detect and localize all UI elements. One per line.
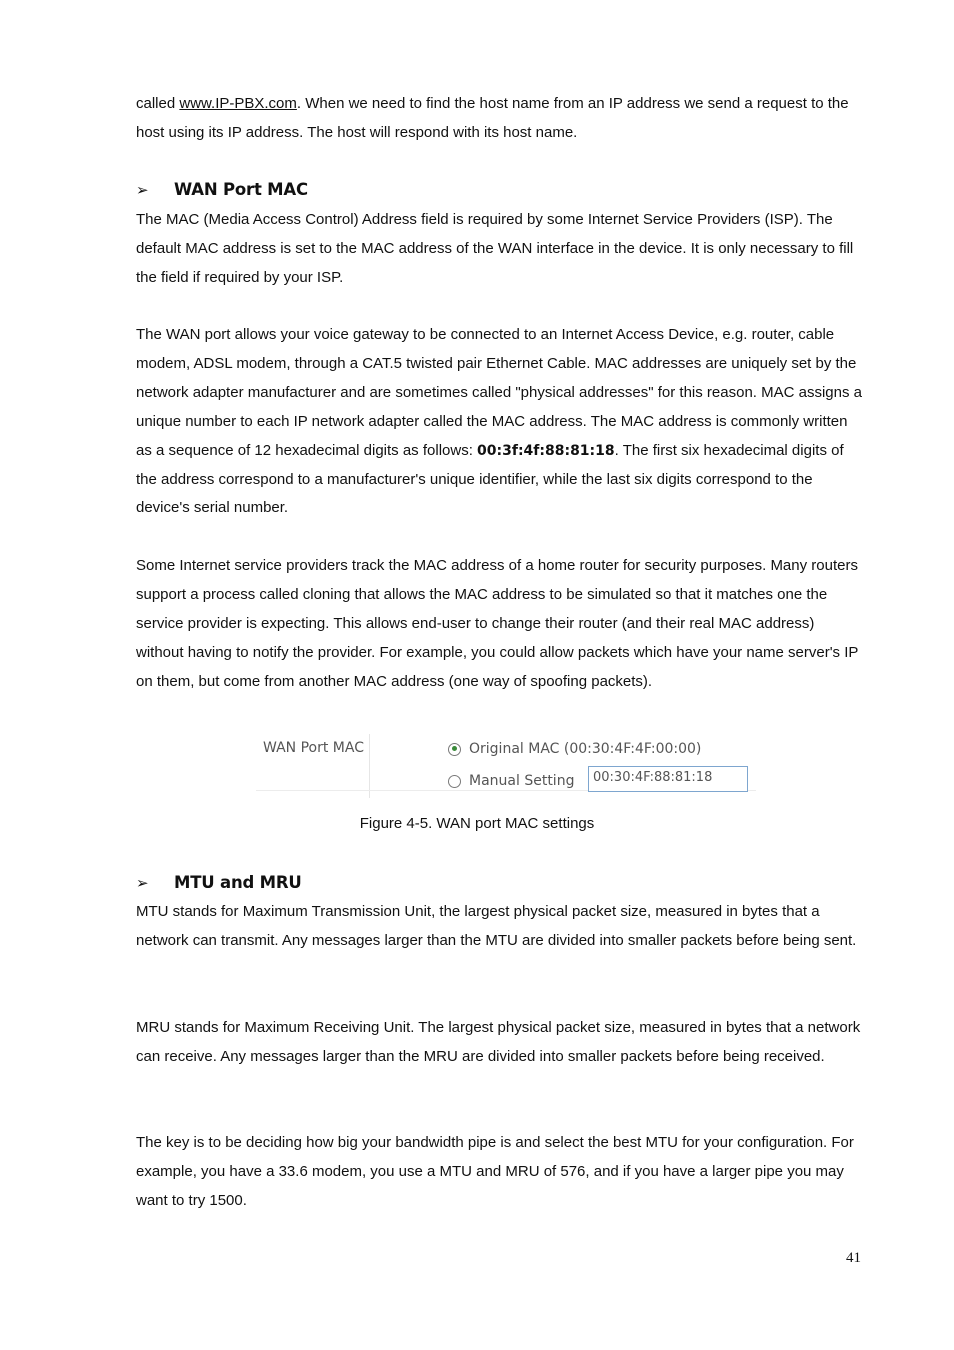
arrow-bullet-icon: ➢ — [136, 874, 149, 892]
original-mac-option[interactable] — [448, 741, 701, 757]
manual-mac-input[interactable]: 00:30:4F:88:81:18 — [588, 766, 748, 792]
wan-port-mac-heading: ➢ WAN Port MAC — [136, 180, 308, 199]
wan-port-mac-figure — [256, 734, 756, 800]
mtu-paragraph: MTU stands for Maximum Transmission Unit, the largest physical packet size, measured in bytes that a network can transmit. Any messages larger than the MTU are divided into smaller packets before being sent. — [136, 903, 857, 949]
manual-setting-option[interactable] — [448, 773, 574, 789]
figure-field-label: WAN Port MAC — [263, 740, 364, 756]
mtu-mru-heading: ➢ MTU and MRU — [136, 873, 302, 892]
manual-setting-label: Manual Setting — [469, 773, 575, 789]
wan-mac-paragraph-3: Some Internet service providers track the MAC address of a home router for security purposes. Many routers support a process called cloning that allows the MAC address to be simulated so that it matches one the service provider is expecting. This allows end-user to change their router (and their real MAC address) without having to notify the provider. For example, you could allow packets which have your name server's IP on them, but come from another MAC address (one way of spoofing packets). — [136, 557, 859, 690]
mtu-advice-paragraph: The key is to be deciding how big your bandwidth pipe is and select the best MTU for your configuration. For example, you have a 33.6 modem, you use a MTU and MRU of 576, and if you have a larger pipe you may want to try 1500. — [136, 1134, 854, 1209]
arrow-bullet-icon: ➢ — [136, 181, 149, 199]
ip-pbx-link[interactable]: www.IP-PBX.com — [179, 95, 297, 112]
intro-paragraph: called www.IP-PBX.com. When we need to find the host name from an IP address we send a request to the host using its IP address. The host will respond with its host name. — [136, 95, 849, 141]
figure-divider — [369, 734, 370, 798]
mru-paragraph: MRU stands for Maximum Receiving Unit. The largest physical packet size, measured in bytes that a network can receive. Any messages larger than the MRU are divided into smaller packets before being received. — [136, 1019, 861, 1065]
figure-caption: Figure 4-5. WAN port MAC settings — [359, 815, 595, 832]
wan-mac-paragraph-2: The WAN port allows your voice gateway to be connected to an Internet Access Device, e.g. router, cable modem, ADSL modem, through a CAT.5 twisted pair Ethernet Cable. MAC addresses are uniquely set by the network adapter manufacturer and are sometimes called "physical addresses" for this reason. MAC assigns a unique number to each IP network adapter called the MAC address. The MAC address is commonly written as a sequence of 12 hexadecimal digits as follows: 00:3f:4f:88:81:18. The first six hexadecimal digits of the address correspond to a manufacturer's unique identifier, while the last six digits correspond to the device's serial number. — [136, 326, 862, 517]
original-mac-label: Original MAC (00:30:4F:4F:00:00) — [469, 741, 702, 757]
page-number: 41 — [846, 1250, 861, 1266]
wan-mac-paragraph-1: The MAC (Media Access Control) Address field is required by some Internet Service Providers (ISP). The default MAC address is set to the MAC address of the WAN interface in the device. It is only necessary to fill the field if required by your ISP. — [136, 211, 854, 286]
manual-setting-radio[interactable] — [448, 775, 461, 788]
mac-example: 00:3f:4f:88:81:18 — [477, 442, 615, 459]
original-mac-radio[interactable] — [448, 743, 461, 756]
